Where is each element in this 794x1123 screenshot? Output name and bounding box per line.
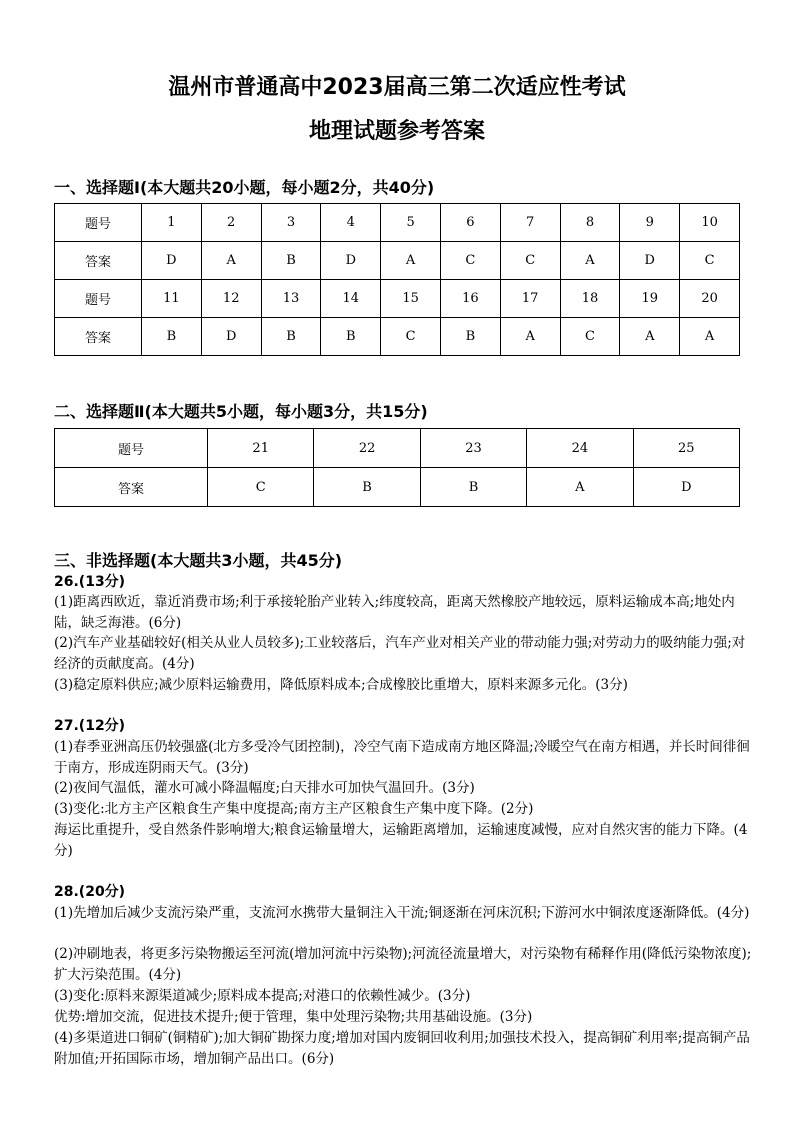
answer-cell: A: [201, 242, 261, 280]
question-number: 20: [680, 280, 740, 318]
answer-cell: A: [560, 242, 620, 280]
choice2-answer-table: [54, 428, 740, 507]
question-number: 3: [261, 204, 321, 242]
answer-cell: C: [381, 318, 441, 356]
question-number: 10: [680, 204, 740, 242]
row-label: 题号: [55, 429, 208, 468]
question-26-header: 26.(13分): [54, 574, 126, 590]
answer-cell: C: [680, 242, 740, 280]
question-number: 24: [527, 429, 633, 468]
question-number: 1: [142, 204, 202, 242]
question-number: 16: [440, 280, 500, 318]
answer-cell: B: [261, 318, 321, 356]
answer-cell: A: [381, 242, 441, 280]
table-row: [55, 468, 740, 507]
question-number: 5: [381, 204, 441, 242]
answer-cell: D: [201, 318, 261, 356]
answer-cell: A: [620, 318, 680, 356]
answer-cell: A: [680, 318, 740, 356]
question-27-header: 27.(12分): [54, 718, 126, 734]
answer-cell: B: [314, 468, 420, 507]
answer-cell: A: [500, 318, 560, 356]
question-number: 2: [201, 204, 261, 242]
table-row: [55, 242, 740, 280]
answer-cell: B: [420, 468, 526, 507]
table-row: [55, 318, 740, 356]
row-label: 题号: [55, 204, 142, 242]
answer-cell: B: [440, 318, 500, 356]
answer-cell: B: [142, 318, 202, 356]
answer-paragraph: (3)变化:北方主产区粮食生产集中度提高;南方主产区粮食生产集中度下降。(2分): [54, 801, 534, 817]
answer-paragraph: (1)先增加后减少支流污染严重，支流河水携带大量铜注入干流;铜逐渐在河床沉积;下游河水中铜浓度逐渐降低。(4分): [54, 905, 750, 921]
question-number: 6: [440, 204, 500, 242]
row-label: 题号: [55, 280, 142, 318]
question-number: 23: [420, 429, 526, 468]
question-28-header: 28.(20分): [54, 884, 126, 900]
answer-paragraph: (3)稳定原料供应;减少原料运输费用，降低原料成本;合成橡胶比重增大，原料来源多元化。(3分): [54, 677, 628, 693]
page-title: 温州市普通高中2023届高三第二次适应性考试: [168, 75, 626, 100]
choice1-answer-table: [54, 203, 740, 356]
answer-cell: C: [560, 318, 620, 356]
section1-heading: 一、选择题Ⅰ(本大题共20小题，每小题2分，共40分): [54, 178, 435, 197]
question-number: 12: [201, 280, 261, 318]
question-number: 19: [620, 280, 680, 318]
question-number: 18: [560, 280, 620, 318]
answer-cell: C: [500, 242, 560, 280]
answer-paragraph: (2)汽车产业基础较好(相关从业人员较多);工业较落后，汽车产业对相关产业的带动能力强;对劳动力的吸纳能力强;对经济的贡献度高。(4分): [54, 635, 746, 672]
answer-cell: A: [527, 468, 633, 507]
answer-cell: D: [620, 242, 680, 280]
answer-paragraph: (2)夜间气温低，灌水可减小降温幅度;白天排水可加快气温回升。(3分): [54, 780, 475, 796]
answer-cell: D: [142, 242, 202, 280]
question-number: 21: [208, 429, 314, 468]
question-number: 11: [142, 280, 202, 318]
row-label: 答案: [55, 318, 142, 356]
answer-cell: B: [261, 242, 321, 280]
question-number: 15: [381, 280, 441, 318]
question-number: 13: [261, 280, 321, 318]
row-label: 答案: [55, 468, 208, 507]
answer-paragraph: 优势:增加交流，促进技术提升;便于管理，集中处理污染物;共用基础设施。(3分): [54, 1009, 533, 1025]
answer-paragraph: (2)冲刷地表，将更多污染物搬运至河流(增加河流中污染物);河流径流量增大，对污染物有稀释作用(降低污染物浓度);扩大污染范围。(4分): [54, 946, 752, 983]
answer-paragraph: (1)春季亚洲高压仍较强盛(北方多受冷气团控制)，冷空气南下造成南方地区降温;冷暖空气在南方相遇，并长时间徘徊于南方，形成连阴雨天气。(3分): [54, 739, 750, 776]
answer-cell: C: [208, 468, 314, 507]
answer-cell: D: [633, 468, 739, 507]
table-row: [55, 429, 740, 468]
answer-paragraph: (1)距离西欧近，靠近消费市场;利于承接轮胎产业转入;纬度较高，距离天然橡胶产地较远，原料运输成本高;地处内陆，缺乏海港。(6分): [54, 594, 735, 631]
question-number: 7: [500, 204, 560, 242]
question-number: 25: [633, 429, 739, 468]
answer-cell: B: [321, 318, 381, 356]
answer-cell: C: [440, 242, 500, 280]
question-number: 17: [500, 280, 560, 318]
question-number: 22: [314, 429, 420, 468]
answer-cell: D: [321, 242, 381, 280]
question-number: 4: [321, 204, 381, 242]
question-number: 8: [560, 204, 620, 242]
answer-paragraph: (4)多渠道进口铜矿(铜精矿);加大铜矿勘探力度;增加对国内废铜回收利用;加强技术投入，提高铜矿利用率;提高铜产品附加值;开拓国际市场，增加铜产品出口。(6分): [54, 1030, 750, 1067]
table-row: [55, 204, 740, 242]
section2-heading: 二、选择题Ⅱ(本大题共5小题，每小题3分，共15分): [54, 402, 428, 421]
page-subtitle: 地理试题参考答案: [308, 119, 485, 144]
table-row: [55, 280, 740, 318]
section3-heading: 三、非选择题(本大题共3小题，共45分): [54, 551, 343, 570]
question-number: 9: [620, 204, 680, 242]
question-number: 14: [321, 280, 381, 318]
answer-paragraph: 海运比重提升，受自然条件影响增大;粮食运输量增大，运输距离增加，运输速度减慢，应对自然灾害的能力下降。(4分): [54, 822, 748, 859]
row-label: 答案: [55, 242, 142, 280]
answer-paragraph: (3)变化:原料来源渠道减少;原料成本提高;对港口的依赖性减少。(3分): [54, 988, 471, 1004]
